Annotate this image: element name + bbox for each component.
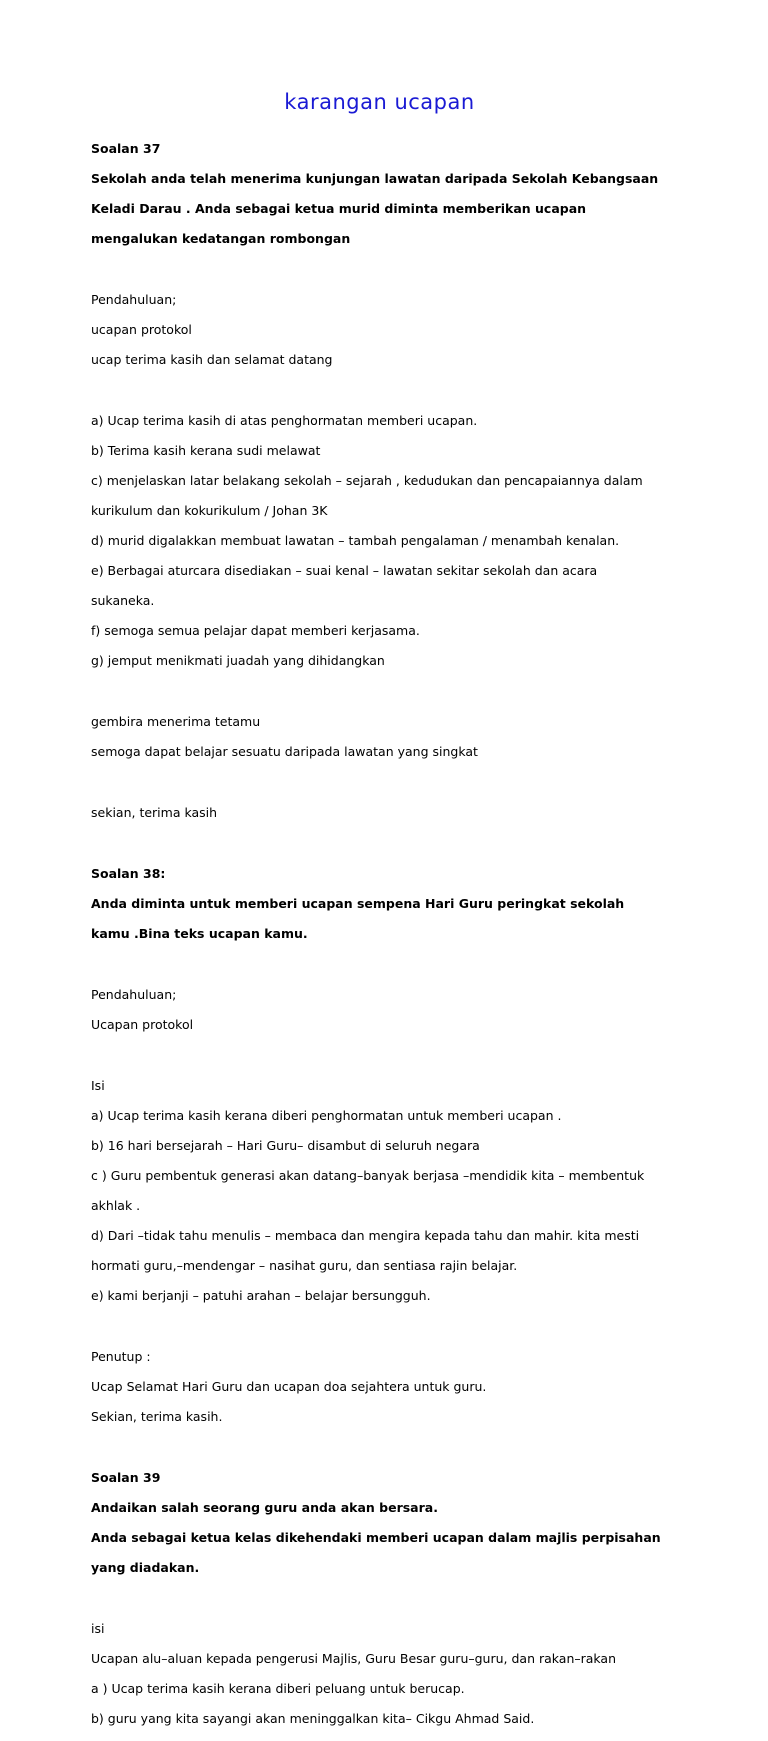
document-title: karangan ucapan [284, 90, 475, 114]
question-line: Andaikan salah seorang guru anda akan bersara. [91, 1500, 438, 1515]
text-line: Sekian, terima kasih. [91, 1409, 223, 1424]
list-item: b) guru yang kita sayangi akan meninggalkan kita– Cikgu Ahmad Said. [91, 1711, 535, 1726]
question-line: Sekolah anda telah menerima kunjungan lawatan daripada Sekolah Kebangsaan [91, 171, 659, 186]
text-line: gembira menerima tetamu [91, 714, 261, 729]
text-line: Pendahuluan; [91, 987, 177, 1002]
soalan-39-heading: Soalan 39 [91, 1470, 161, 1485]
text-line: Ucapan protokol [91, 1017, 194, 1032]
list-item: sukaneka. [91, 593, 155, 608]
soalan-38-intro [91, 972, 708, 1047]
text-line: Penutup : [91, 1349, 151, 1364]
soalan-37-closing [91, 699, 708, 774]
list-item: hormati guru,–mendengar – nasihat guru, dan sentiasa rajin belajar. [91, 1258, 518, 1273]
soalan-38-points [91, 1063, 708, 1318]
soalan-39-question [91, 1455, 708, 1590]
list-item: e) Berbagai aturcara disediakan – suai kenal – lawatan sekitar sekolah dan acara [91, 563, 598, 578]
question-line: kamu .Bina teks ucapan kamu. [91, 926, 308, 941]
list-item: a ) Ucap terima kasih kerana diberi peluang untuk berucap. [91, 1681, 465, 1696]
list-item: a) Ucap terima kasih kerana diberi penghormatan untuk memberi ucapan . [91, 1108, 562, 1123]
list-item: f) semoga semua pelajar dapat memberi kerjasama. [91, 623, 420, 638]
soalan-37-end [91, 790, 708, 835]
list-item: c) menjelaskan latar belakang sekolah – sejarah , kedudukan dan pencapaiannya dalam [91, 473, 643, 488]
text-line: Pendahuluan; [91, 292, 177, 307]
list-item: Ucapan alu–aluan kepada pengerusi Majlis, Guru Besar guru–guru, dan rakan–rakan [91, 1651, 617, 1666]
text-line: sekian, terima kasih [91, 805, 218, 820]
list-item: d) murid digalakkan membuat lawatan – tambah pengalaman / menambah kenalan. [91, 533, 620, 548]
question-line: mengalukan kedatangan rombongan [91, 231, 351, 246]
list-item: b) 16 hari bersejarah – Hari Guru– disambut di seluruh negara [91, 1138, 480, 1153]
text-line: ucapan protokol [91, 322, 192, 337]
question-line: yang diadakan. [91, 1560, 200, 1575]
list-item: g) jemput menikmati juadah yang dihidangkan [91, 653, 385, 668]
question-line: Anda diminta untuk memberi ucapan sempena Hari Guru peringkat sekolah [91, 896, 625, 911]
list-item: d) Dari –tidak tahu menulis – membaca dan mengira kepada tahu dan mahir. kita mesti [91, 1228, 640, 1243]
list-item: e) kami berjanji – patuhi arahan – belajar bersungguh. [91, 1288, 431, 1303]
isi-label: isi [91, 1621, 105, 1636]
soalan-38-closing [91, 1334, 708, 1439]
soalan-38-question [91, 851, 708, 956]
soalan-38-heading: Soalan 38: [91, 866, 166, 881]
list-item: c ) Guru pembentuk generasi akan datang–banyak berjasa –mendidik kita – membentuk [91, 1168, 645, 1183]
text-line: Ucap Selamat Hari Guru dan ucapan doa sejahtera untuk guru. [91, 1379, 487, 1394]
soalan-37-intro [91, 277, 708, 382]
soalan-37-question [91, 126, 708, 261]
soalan-37-heading: Soalan 37 [91, 141, 161, 156]
text-line: semoga dapat belajar sesuatu daripada lawatan yang singkat [91, 744, 478, 759]
list-item: a) Ucap terima kasih di atas penghormatan memberi ucapan. [91, 413, 478, 428]
list-item: kurikulum dan kokurikulum / Johan 3K [91, 503, 328, 518]
list-item: akhlak . [91, 1198, 141, 1213]
question-line: Anda sebagai ketua kelas dikehendaki memberi ucapan dalam majlis perpisahan [91, 1530, 661, 1545]
isi-label: Isi [91, 1078, 105, 1093]
list-item: b) Terima kasih kerana sudi melawat [91, 443, 321, 458]
question-line: Keladi Darau . Anda sebagai ketua murid diminta memberikan ucapan [91, 201, 587, 216]
soalan-39-points [91, 1606, 708, 1741]
text-line: ucap terima kasih dan selamat datang [91, 352, 333, 367]
soalan-37-points [91, 398, 708, 683]
